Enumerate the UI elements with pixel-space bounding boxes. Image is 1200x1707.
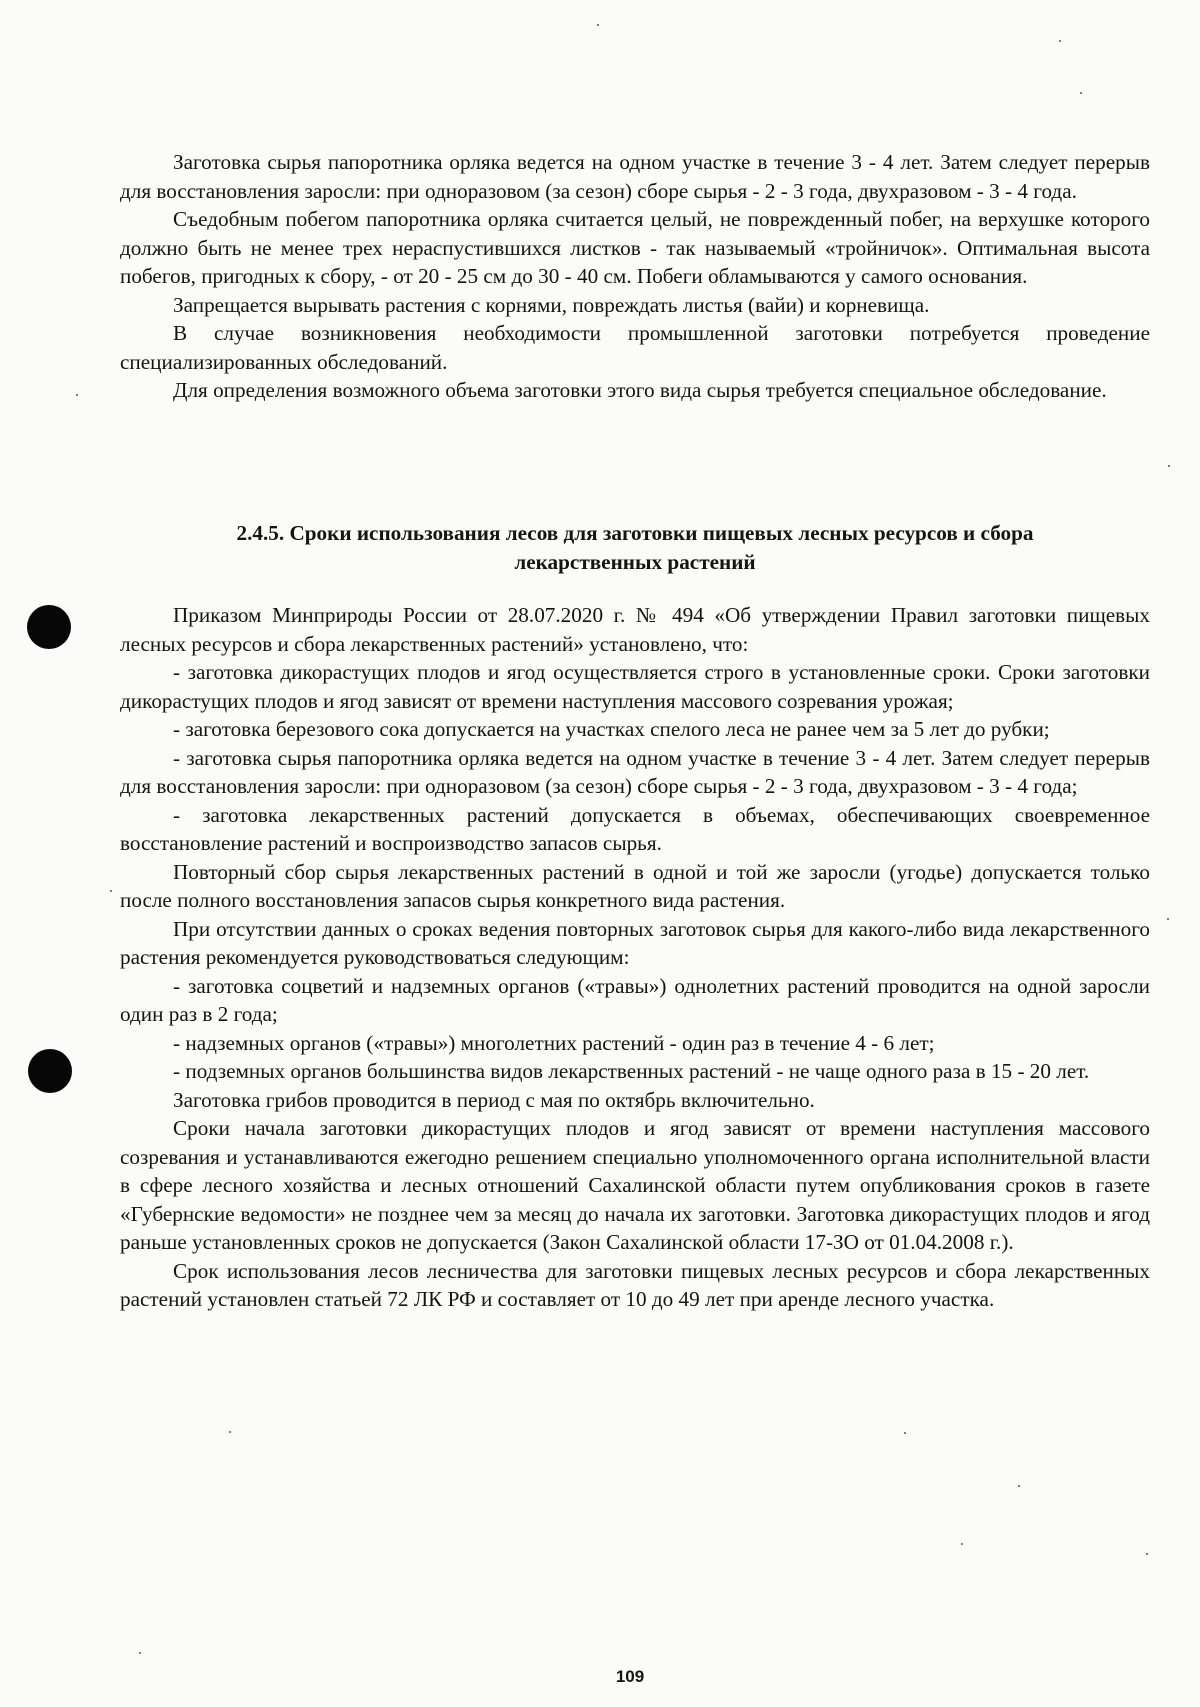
list-item: - надземных органов («травы») многолетних растений - один раз в течение 4 - 6 лет; bbox=[173, 1030, 935, 1055]
main-text-block bbox=[120, 601, 1150, 1314]
list-item: - заготовка березового сока допускается на участках спелого леса не ранее чем за 5 лет до рубки; bbox=[173, 717, 1050, 741]
punch-hole-mark bbox=[27, 605, 71, 649]
scan-speck bbox=[1167, 918, 1169, 920]
top-text-block bbox=[120, 148, 1150, 405]
scan-speck bbox=[904, 1432, 906, 1434]
list-item: - заготовка сырья папоротника орляка ведется на одном участке в течение 3 - 4 лет. Затем следует перерыв для восстановления заросли: при одноразовом (за сезон) сборе сырья - 2 - 3 года, двухразовом - 3 - 4 года; bbox=[120, 745, 1150, 798]
paragraph: Для определения возможного объема заготовки этого вида сырья требуется специальное обследование. bbox=[173, 378, 1107, 402]
scan-speck bbox=[961, 1543, 963, 1545]
list-item: - подземных органов большинства видов лекарственных растений - не чаще одного раза в 15 - 20 лет. bbox=[173, 1059, 1090, 1083]
scan-speck bbox=[76, 394, 78, 396]
paragraph: Приказом Минприроды России от 28.07.2020 г. № 494 «Об утверждении Правил заготовки пищевых лесных ресурсов и сбора лекарственных растений» установлено, что: bbox=[120, 603, 1150, 656]
punch-hole-mark bbox=[28, 1049, 72, 1093]
paragraph: В случае возникновения необходимости промышленной заготовки потребуется проведение специализированных обследований. bbox=[120, 321, 1150, 374]
scan-speck bbox=[1146, 1553, 1148, 1555]
section-heading bbox=[160, 519, 1110, 576]
paragraph: Срок использования лесов лесничества для заготовки пищевых лесных ресурсов и сбора лекарственных растений установлен статьей 72 ЛК РФ и составляет от 10 до 49 лет при аренде лесного участка. bbox=[120, 1258, 1150, 1311]
scan-speck bbox=[110, 890, 112, 892]
scan-speck bbox=[597, 24, 599, 26]
section-heading-line: лекарственных растений bbox=[514, 549, 756, 574]
page-number: 109 bbox=[615, 1667, 645, 1686]
section-heading-line: 2.4.5. Сроки использования лесов для заготовки пищевых лесных ресурсов и сбора bbox=[236, 521, 1034, 545]
paragraph: Заготовка грибов проводится в период с мая по октябрь включительно. bbox=[173, 1087, 815, 1112]
list-item: - заготовка лекарственных растений допускается в объемах, обеспечивающих своевременное восстановление растений и воспроизводство запасов сырья. bbox=[120, 802, 1150, 855]
scan-speck bbox=[1080, 92, 1082, 94]
paragraph: Съедобным побегом папоротника орляка считается целый, не поврежденный побег, на верхушке которого должно быть не менее трех нераспустившихся листков - так называемый «тройничок». Оптимальная высота побегов, пригодных к сбору, - от 20 - 25 см до 30 - 40 см. Побеги обламываются у самого основания. bbox=[120, 207, 1150, 288]
scan-speck bbox=[1168, 465, 1170, 467]
list-item: - заготовка дикорастущих плодов и ягод осуществляется строго в установленные сроки. Сроки заготовки дикорастущих плодов и ягод зависят от времени наступления массового созревания урожая; bbox=[120, 660, 1150, 713]
scan-speck bbox=[1059, 40, 1061, 42]
scan-speck bbox=[139, 1652, 141, 1654]
paragraph: Повторный сбор сырья лекарственных растений в одной и той же заросли (угодье) допускается только после полного восстановления запасов сырья конкретного вида растения. bbox=[120, 859, 1150, 912]
list-item: - заготовка соцветий и надземных органов («травы») однолетних растений проводится на одной заросли один раз в 2 года; bbox=[120, 973, 1150, 1026]
scan-speck bbox=[229, 1431, 231, 1433]
paragraph: Сроки начала заготовки дикорастущих плодов и ягод зависят от времени наступления массового созревания и устанавливаются ежегодно решением специально уполномоченного органа исполнительной власти в сфере лесного хозяйства и лесных отношений Сахалинской области путем опубликования сроков в газете «Губернские ведомости» не позднее чем за месяц до начала их заготовки. Заготовка дикорастущих плодов и ягод раньше установленных сроков не допускается (Закон Сахалинской области 17-ЗО от 01.04.2008 г.). bbox=[120, 1116, 1150, 1254]
paragraph: Запрещается вырывать растения с корнями, повреждать листья (вайи) и корневища. bbox=[173, 292, 930, 317]
paragraph: Заготовка сырья папоротника орляка ведется на одном участке в течение 3 - 4 лет. Затем следует перерыв для восстановления заросли: при одноразовом (за сезон) сборе сырья - 2 - 3 года, двухразовом - 3 - 4 года. bbox=[120, 150, 1150, 203]
scan-speck bbox=[1018, 1485, 1020, 1487]
paragraph: При отсутствии данных о сроках ведения повторных заготовок сырья для какого-либо вида лекарственного растения рекомендуется руководствоваться следующим: bbox=[120, 916, 1150, 969]
